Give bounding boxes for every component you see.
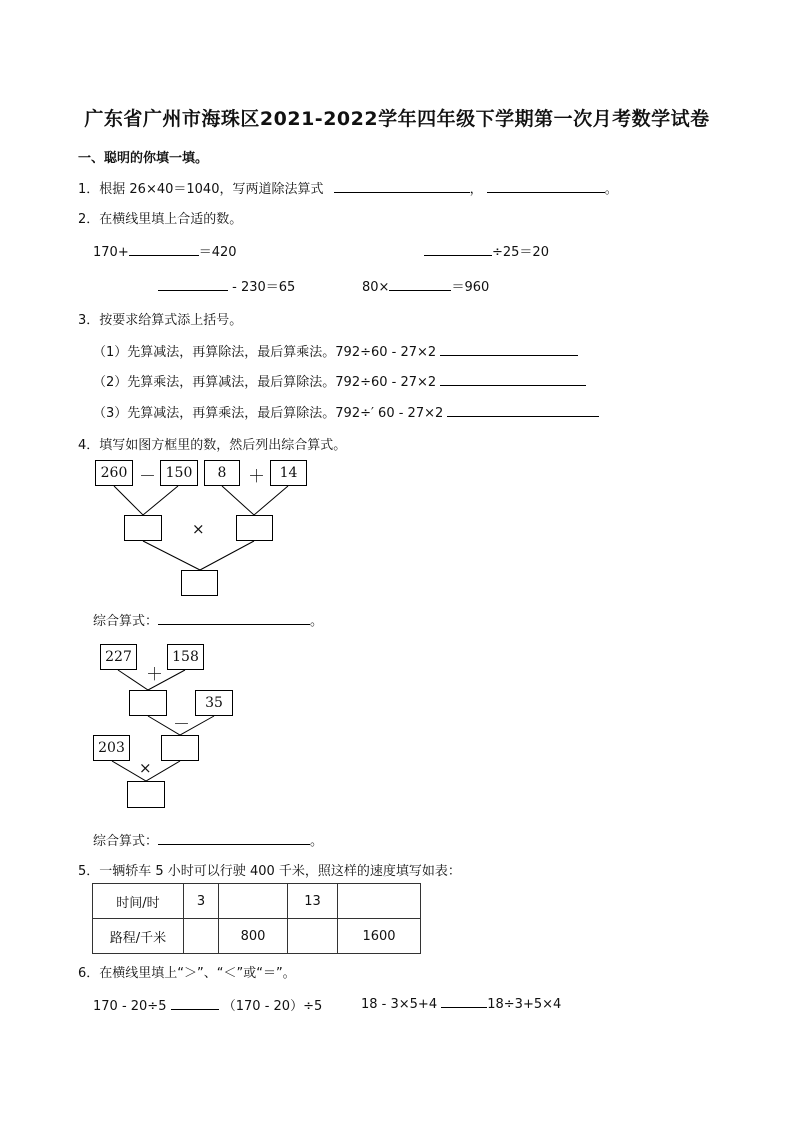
plus-sign: ＋ <box>146 665 163 685</box>
answer-blank[interactable] <box>158 832 310 845</box>
table-cell[interactable] <box>338 884 421 919</box>
number-box: 150 <box>160 460 198 486</box>
answer-box[interactable] <box>124 515 162 541</box>
expr-part: 18÷3+5×4 <box>487 997 562 1012</box>
question-3-text: 3．按要求给算式添上括号。 <box>78 313 243 328</box>
table-cell[interactable]: 800 <box>219 919 288 954</box>
table-cell: 时间/时 <box>93 884 184 919</box>
question-4-text: 4．填写如图方框里的数，然后列出综合算式。 <box>78 438 347 453</box>
number-box: 14 <box>270 460 307 486</box>
table-cell: 路程/千米 <box>93 919 184 954</box>
part-text: （1）先算减法，再算除法，最后算乘法。792÷60 - 27×2 <box>93 345 437 360</box>
expr-part: 170+ <box>93 245 129 260</box>
period: 。 <box>604 182 618 197</box>
expr-part: 18 - 3×5+4 <box>361 997 438 1012</box>
table-cell[interactable]: 1600 <box>338 919 421 954</box>
expr-part: - 230＝65 <box>228 280 296 295</box>
answer-box[interactable] <box>161 735 199 761</box>
expr-part: ＝960 <box>451 280 490 295</box>
answer-box[interactable] <box>129 690 167 716</box>
number-box: 8 <box>204 460 240 486</box>
question-1-text: 1．根据 26×40＝1040，写两道除法算式 <box>78 182 324 197</box>
number-box: 35 <box>195 690 233 716</box>
minus-sign: － <box>139 467 156 487</box>
answer-box[interactable] <box>236 515 273 541</box>
expr-part: （170 - 20）÷5 <box>222 999 323 1014</box>
formula-line-1 <box>93 610 323 629</box>
formula-label: 综合算式： <box>93 834 159 849</box>
table-cell[interactable]: 13 <box>288 884 338 919</box>
expr-part: ÷25＝20 <box>492 245 549 260</box>
part-text: （3）先算减法，再算乘法，最后算除法。792÷′ 60 - 27×2 <box>93 406 444 421</box>
times-sign: × <box>139 759 152 777</box>
question-6-text: 6．在横线里填上“＞”、“＜”或“＝”。 <box>78 966 296 981</box>
number-box: 260 <box>95 460 133 486</box>
minus-sign: － <box>173 715 190 735</box>
expr-part: ＝420 <box>198 245 237 260</box>
table-row <box>93 884 421 919</box>
number-box: 158 <box>167 644 204 670</box>
answer-blank[interactable] <box>171 997 219 1010</box>
expr-part: 170 - 20÷5 <box>93 999 167 1014</box>
period: 。 <box>310 614 324 629</box>
number-box: 203 <box>93 735 130 761</box>
page-title: 广东省广州市海珠区2021-2022学年四年级下学期第一次月考数学试卷 <box>84 108 710 130</box>
formula-line-2 <box>93 830 323 849</box>
table-cell[interactable] <box>219 884 288 919</box>
number-box: 227 <box>100 644 137 670</box>
table-cell[interactable] <box>184 919 219 954</box>
table-row <box>93 919 421 954</box>
answer-box[interactable] <box>127 781 165 808</box>
plus-sign: ＋ <box>248 467 265 487</box>
answer-blank[interactable] <box>441 995 487 1008</box>
expr-part: 80× <box>362 280 390 295</box>
formula-label: 综合算式： <box>93 614 159 629</box>
rate-table <box>92 883 421 954</box>
question-2-text: 2．在横线里填上合适的数。 <box>78 212 243 227</box>
section-heading: 一、聪明的你填一填。 <box>78 151 209 166</box>
question-6a <box>93 995 322 1014</box>
part-text: （2）先算乘法，再算减法，最后算除法。792÷60 - 27×2 <box>93 375 437 390</box>
question-6b <box>361 995 561 1012</box>
period: 。 <box>310 834 324 849</box>
answer-box[interactable] <box>181 570 218 596</box>
question-5-text: 5．一辆轿车 5 小时可以行驶 400 千米，照这样的速度填写如表： <box>78 864 461 879</box>
separator: ， <box>469 182 483 197</box>
times-sign: × <box>192 520 205 538</box>
answer-blank[interactable] <box>158 612 310 625</box>
table-cell[interactable] <box>288 919 338 954</box>
table-cell[interactable]: 3 <box>184 884 219 919</box>
